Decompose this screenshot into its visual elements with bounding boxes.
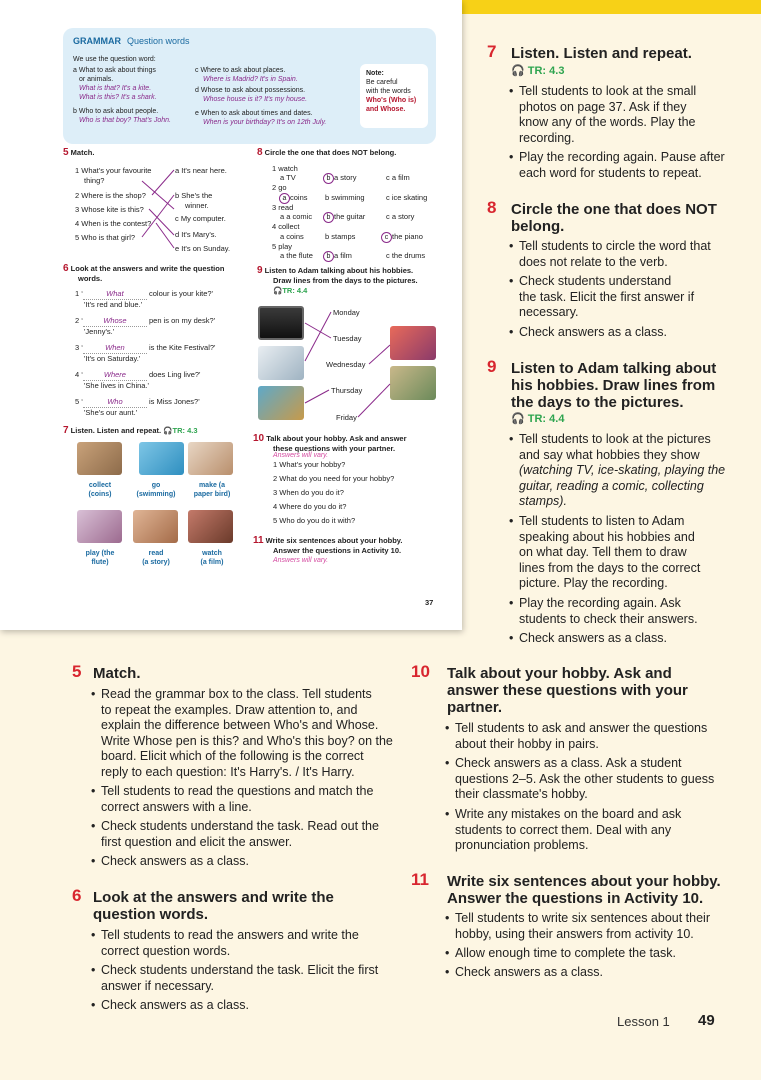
caption-line: flute) bbox=[91, 559, 109, 566]
option-text: the piano bbox=[392, 232, 423, 241]
grammar-example: What is that? It's a kite. bbox=[79, 85, 152, 92]
grammar-rule-c: c Where to ask about places. bbox=[195, 67, 286, 74]
bullet-line: Tell students to look at the pictures bbox=[519, 432, 711, 446]
act5-answer: winner. bbox=[185, 201, 209, 210]
day-label: Friday bbox=[336, 413, 357, 422]
act8-option: b swimming bbox=[325, 193, 365, 202]
bullet-line: to repeat the examples. Draw attention to, and bbox=[101, 702, 358, 717]
act8-item: 2 go bbox=[272, 183, 287, 192]
caption-line: (coins) bbox=[88, 491, 112, 498]
option-text: coins bbox=[290, 193, 308, 202]
act5-question: 1 What's your favourite bbox=[75, 166, 152, 175]
section-5-bullet: • Check students understand the task. Read out the first question and elicit the answer. bbox=[91, 819, 379, 849]
note-text: and Whose. bbox=[366, 106, 406, 113]
act9s-title: Draw lines from the days to the pictures. bbox=[273, 276, 418, 285]
bullet-line: about their hobby in pairs. bbox=[455, 736, 599, 751]
caption-line: paper bird) bbox=[193, 491, 231, 498]
section-11-title: Answer the questions in Activity 10. bbox=[447, 890, 704, 907]
grammar-rule-d: d Whose to ask about possessions. bbox=[195, 87, 306, 94]
bullet-line: guitar, reading a comic, collecting bbox=[519, 478, 704, 493]
bullet-line: Check answers as a class. bbox=[519, 325, 667, 339]
section-5-bullet: • Check answers as a class. bbox=[91, 854, 249, 868]
caption-line: collect bbox=[88, 482, 112, 489]
section-5-number: 5 bbox=[72, 662, 82, 681]
act10-question: 4 Where do you do it? bbox=[273, 502, 347, 511]
grammar-example: Who is that boy? That's John. bbox=[79, 117, 171, 124]
section-6-title: question words. bbox=[93, 906, 209, 923]
act8s-number: 8 bbox=[257, 147, 263, 158]
section-10-bullet: • Write any mistakes on the board and ask students to correct them. Deal with any pronunciation problems. bbox=[445, 807, 682, 852]
act8-option: a the flute bbox=[280, 251, 313, 260]
act8-item: 1 watch bbox=[272, 164, 298, 173]
bullet-line: photos on page 37. Ask if they bbox=[519, 99, 687, 114]
bullet-line: Tell students to read the questions and match the bbox=[101, 784, 374, 798]
circled-letter: b bbox=[323, 173, 334, 184]
act6-item: 2 ‘ Whose pen is on my desk?' bbox=[75, 316, 216, 325]
act10s-title: these questions with your partner. bbox=[273, 444, 396, 453]
caption-line: go bbox=[151, 482, 161, 489]
student-book-page bbox=[0, 0, 462, 630]
bullet-line: Write any mistakes on the board and ask bbox=[455, 807, 682, 821]
bullet-line: know any of the words. Play the bbox=[519, 115, 696, 129]
headphones-icon: 🎧 bbox=[511, 413, 528, 425]
section-11-title: Write six sentences about your hobby. bbox=[447, 873, 721, 890]
bullet-line: Tell students to look at the small bbox=[519, 84, 697, 98]
section-9-bullet: • Tell students to look at the pictures and say what hobbies they show (watching TV, ice-skating, playing the guitar, reading a comic, collecting stamps). bbox=[509, 432, 726, 508]
headphones-icon: 🎧 bbox=[511, 65, 528, 77]
section-10-number: 10 bbox=[411, 662, 430, 681]
grammar-example: Whose house is it? It's my house. bbox=[203, 96, 308, 103]
act5-number: 5 bbox=[63, 147, 69, 158]
day-label: Monday bbox=[333, 308, 360, 317]
act8-option: c a story bbox=[386, 212, 415, 221]
bullet-line: (watching TV, ice-skating, playing the bbox=[519, 463, 726, 477]
headphones-icon: 🎧 bbox=[273, 286, 283, 295]
grammar-title: GRAMMAR bbox=[73, 36, 121, 46]
answer-fill: Who bbox=[83, 397, 147, 408]
act9s-number: 9 bbox=[257, 265, 263, 276]
item-number: 5 bbox=[75, 397, 80, 406]
answer-fill: When bbox=[83, 343, 147, 354]
section-6-title: Look at the answers and write the bbox=[93, 889, 334, 906]
note-text: with the words bbox=[366, 88, 411, 95]
bullet-line: explain the difference between Who's and Whose. bbox=[101, 718, 379, 732]
item-answer: 'It's red and blue.' bbox=[84, 300, 143, 309]
circled-letter: a bbox=[279, 193, 290, 204]
section-9-bullet: • Tell students to listen to Adam speaking about his hobbies and on what day. Tell them to draw lines from the days to the correct picture. Play the recording. bbox=[509, 514, 701, 590]
act10-question: 2 What do you need for your hobby? bbox=[273, 474, 395, 483]
item-number: 4 bbox=[75, 370, 80, 379]
item-question: does Ling live?' bbox=[149, 370, 201, 379]
note-text: Be careful bbox=[366, 79, 398, 86]
grammar-rule-e: e When to ask about times and dates. bbox=[195, 110, 313, 117]
bullet-line: Write Whose pen is this? and Who's this boy? on the bbox=[101, 733, 393, 748]
item-number: 1 bbox=[75, 289, 80, 298]
item-question: pen is on my desk?' bbox=[149, 316, 216, 325]
section-7-title: Listen. Listen and repeat. bbox=[511, 45, 692, 62]
act8s-title: Circle the one that does NOT belong. bbox=[264, 148, 397, 157]
bullet-line: Check answers as a class. bbox=[519, 631, 667, 645]
bullet-line: Check answers as a class. bbox=[101, 998, 249, 1012]
bullet-line: Tell students to circle the word that bbox=[519, 239, 711, 253]
circled-letter: b bbox=[323, 212, 334, 223]
track-label: TR: 4.3 bbox=[527, 65, 565, 77]
section-8-bullet: • Check students understand the task. Elicit the first answer if necessary. bbox=[509, 274, 695, 319]
section-9-title: the days to the pictures. bbox=[511, 394, 684, 411]
section-7-track bbox=[511, 64, 564, 77]
bullet-line: Check students understand the task. Read out the bbox=[101, 819, 379, 833]
section-6-bullet: • Check answers as a class. bbox=[91, 998, 249, 1012]
note-title: Note: bbox=[366, 70, 384, 77]
caption-line: read bbox=[148, 550, 164, 557]
bullet-line: first question and elicit the answer. bbox=[101, 834, 293, 849]
grammar-rule-b: b Who to ask about people. bbox=[73, 108, 159, 115]
section-10-title: Talk about your hobby. Ask and bbox=[447, 665, 672, 682]
item-question: colour is your kite?' bbox=[149, 289, 213, 298]
item-answer: 'She lives in China.' bbox=[84, 381, 149, 390]
section-10-title: partner. bbox=[447, 699, 503, 716]
answers-will-vary: Answers will vary. bbox=[273, 557, 329, 564]
section-6-bullet: • Check students understand the task. Elicit the first answer if necessary. bbox=[91, 963, 379, 993]
act11s-title: Answer the questions in Activity 10. bbox=[273, 546, 402, 555]
answer-fill: Where bbox=[83, 370, 147, 381]
section-8-bullet: • Check answers as a class. bbox=[509, 325, 667, 339]
caption-line: make (a bbox=[198, 482, 226, 489]
section-5-bullet: • Read the grammar box to the class. Tell students to repeat the examples. Draw attention to, and explain the difference between Who's and Whose. Write Whose pen is this? and Who's this boy? on the board. Elicit which of the following is the correct reply to each question: It's Harry's. / It's Harry. bbox=[91, 687, 393, 779]
section-8-number: 8 bbox=[487, 198, 497, 217]
act7s-number: 7 bbox=[63, 425, 69, 436]
option-text: the guitar bbox=[334, 212, 366, 221]
bullet-line: Tell students to read the answers and write the bbox=[101, 928, 359, 942]
bullet-line: pronunciation problems. bbox=[455, 838, 589, 852]
act11s-title: Write six sentences about your hobby. bbox=[265, 536, 403, 545]
option-text: a story bbox=[334, 173, 357, 182]
section-6-bullet: • Tell students to read the answers and write the correct question words. bbox=[91, 928, 359, 958]
section-8-title: Circle the one that does NOT bbox=[511, 201, 717, 218]
grammar-intro: We use the question word: bbox=[73, 56, 156, 63]
act10-question: 3 When do you do it? bbox=[273, 488, 344, 497]
act5-question: 3 Whose kite is this? bbox=[75, 205, 144, 214]
caption-line: watch bbox=[202, 550, 222, 557]
bullet-line: speaking about his hobbies and bbox=[519, 529, 695, 544]
act8-option: a a comic bbox=[280, 212, 313, 221]
bullet-line: on what day. Tell them to draw bbox=[519, 545, 687, 559]
page-number: 49 bbox=[698, 1012, 715, 1029]
circled-letter: c bbox=[381, 232, 392, 243]
section-11-bullet: • Tell students to write six sentences about their hobby, using their answers from activity 10. bbox=[445, 911, 710, 941]
answers-will-vary: Answers will vary. bbox=[273, 452, 329, 459]
act6-item: 3 ‘ When is the Kite Festival?' bbox=[75, 343, 216, 352]
act5-answer: d It's Mary's. bbox=[175, 230, 217, 239]
act5-title: Match. bbox=[70, 148, 95, 157]
act8-option: a TV bbox=[280, 173, 296, 182]
act8-option: b stamps bbox=[325, 232, 356, 241]
bullet-line: stamps). bbox=[519, 494, 567, 508]
item-number: 2 bbox=[75, 316, 80, 325]
section-8-title: belong. bbox=[511, 218, 565, 235]
bullet-line: reply to each question: It's Harry's. / It's Harry. bbox=[101, 764, 355, 779]
caption-line: (swimming) bbox=[136, 491, 176, 498]
answer-fill: Whose bbox=[83, 316, 147, 327]
section-5-title: Match. bbox=[93, 665, 141, 682]
act10s-number: 10 bbox=[253, 433, 265, 444]
student-page-number: 37 bbox=[425, 598, 434, 607]
item-number: 3 bbox=[75, 343, 80, 352]
bullet-line: Tell students to write six sentences about their bbox=[455, 911, 710, 925]
section-9-track bbox=[511, 412, 564, 425]
act11s-heading bbox=[253, 536, 403, 546]
track-label: TR: 4.4 bbox=[527, 413, 565, 425]
section-11-bullet: • Check answers as a class. bbox=[445, 965, 603, 979]
act9s-title: Listen to Adam talking about his hobbies. bbox=[264, 266, 414, 275]
act10s-title: Talk about your hobby. Ask and answer bbox=[266, 434, 407, 443]
track-label: TR: 4.4 bbox=[282, 286, 308, 295]
answer-fill: What bbox=[83, 289, 147, 300]
caption-line: (a story) bbox=[142, 559, 170, 566]
act8-option: c ice skating bbox=[386, 193, 428, 202]
bullet-line: Check answers as a class. Ask a student bbox=[455, 756, 682, 770]
bullet-line: students to check their answers. bbox=[519, 611, 698, 626]
act7s-title: Listen. Listen and repeat. bbox=[70, 426, 162, 435]
act5-answer: b She's the bbox=[175, 191, 213, 200]
section-8-bullet: • Tell students to circle the word that does not relate to the verb. bbox=[509, 239, 711, 269]
grammar-example: What is this? It's a shark. bbox=[79, 94, 157, 101]
act6-item: 1 ‘ What colour is your kite?' bbox=[75, 289, 213, 298]
section-9-number: 9 bbox=[487, 357, 497, 376]
grammar-rule-a: a What to ask about things bbox=[73, 67, 156, 74]
bullet-line: correct answers with a line. bbox=[101, 799, 252, 814]
bullet-line: correct question words. bbox=[101, 943, 231, 958]
bullet-line: Play the recording again. Ask bbox=[519, 596, 681, 610]
bullet-line: Check answers as a class. bbox=[101, 854, 249, 868]
bullet-line: the task. Elicit the first answer if bbox=[519, 289, 695, 304]
act6-number: 6 bbox=[63, 263, 69, 274]
item-question: is Miss Jones?' bbox=[149, 397, 200, 406]
bullet-line: Tell students to listen to Adam bbox=[519, 514, 685, 528]
act10s-heading bbox=[253, 434, 407, 444]
item-answer: 'Jenny's.' bbox=[84, 327, 115, 336]
bullet-line: Tell students to ask and answer the questions bbox=[455, 721, 708, 735]
act5-question: thing? bbox=[84, 176, 105, 185]
grammar-subtitle: Question words bbox=[127, 36, 190, 46]
headphones-icon: 🎧 bbox=[163, 426, 173, 435]
section-10-bullet: • Check answers as a class. Ask a student questions 2–5. Ask the other students to guess their classmate's hobby. bbox=[445, 756, 715, 801]
grammar-example: Where is Madrid? It's in Spain. bbox=[203, 76, 298, 83]
bullet-line: Check answers as a class. bbox=[455, 965, 603, 979]
bullet-line: Play the recording again. Pause after bbox=[519, 150, 725, 164]
day-label: Tuesday bbox=[333, 334, 362, 343]
track-label: TR: 4.3 bbox=[172, 426, 198, 435]
act5-answer: e It's on Sunday. bbox=[175, 244, 231, 253]
act8-item: 4 collect bbox=[272, 222, 300, 231]
day-label: Wednesday bbox=[326, 360, 366, 369]
act10-question: 1 What's your hobby? bbox=[273, 460, 346, 469]
act11s-number: 11 bbox=[253, 535, 264, 546]
caption-line: play (the bbox=[85, 550, 115, 557]
act6-item: 5 ‘ Who is Miss Jones?' bbox=[75, 397, 200, 406]
act8-option: c a film bbox=[386, 173, 410, 182]
section-7-bullet: • Play the recording again. Pause after each word for students to repeat. bbox=[509, 150, 725, 180]
day-label: Thursday bbox=[331, 386, 363, 395]
bullet-line: does not relate to the verb. bbox=[519, 254, 668, 269]
bullet-line: Read the grammar box to the class. Tell students bbox=[101, 687, 372, 701]
section-7-bullet: • Tell students to look at the small photos on page 37. Ask if they know any of the words. Play the recording. bbox=[509, 84, 697, 145]
section-10-title: answer these questions with your bbox=[447, 682, 688, 699]
bullet-line: each word for students to repeat. bbox=[519, 165, 702, 180]
bullet-line: answer if necessary. bbox=[101, 978, 215, 993]
section-11-bullet: • Allow enough time to complete the task. bbox=[445, 946, 676, 960]
section-11-number: 11 bbox=[411, 870, 429, 889]
grammar-rule-a-cont: or animals. bbox=[79, 76, 114, 83]
section-9-bullet: • Play the recording again. Ask students to check their answers. bbox=[509, 596, 698, 626]
bullet-line: and say what hobbies they show bbox=[519, 447, 700, 462]
bullet-line: Allow enough time to complete the task. bbox=[455, 946, 676, 960]
act8-item: 3 read bbox=[272, 203, 294, 212]
section-9-title: Listen to Adam talking about bbox=[511, 360, 717, 377]
bullet-line: Check students understand the task. Elicit the first bbox=[101, 963, 379, 977]
item-question: is the Kite Festival?' bbox=[149, 343, 216, 352]
bullet-line: necessary. bbox=[519, 305, 579, 319]
act6-title: words. bbox=[78, 274, 103, 283]
bullet-line: board. Elicit which of the following is the correct bbox=[101, 749, 364, 763]
bullet-line: their classmate's hobby. bbox=[455, 787, 588, 801]
act5-question: 4 When is the contest? bbox=[75, 219, 152, 228]
act8-option: c the drums bbox=[386, 251, 426, 260]
caption-line: (a film) bbox=[200, 559, 224, 566]
bullet-line: hobby, using their answers from activity 10. bbox=[455, 926, 694, 941]
act6-title: Look at the answers and write the question bbox=[70, 264, 225, 273]
section-6-number: 6 bbox=[72, 886, 82, 905]
bullet-line: lines from the days to the correct bbox=[519, 560, 701, 575]
act5-answer: a It's near here. bbox=[175, 166, 227, 175]
section-9-bullet: • Check answers as a class. bbox=[509, 631, 667, 645]
option-text: a film bbox=[334, 251, 352, 260]
circled-letter: b bbox=[323, 251, 334, 262]
section-7-number: 7 bbox=[487, 42, 497, 61]
bullet-line: questions 2–5. Ask the other students to guess bbox=[455, 771, 715, 786]
act8-item: 5 play bbox=[272, 242, 293, 251]
bullet-line: students to correct them. Deal with any bbox=[455, 822, 672, 837]
act8-option: a coins bbox=[280, 232, 304, 241]
section-9-title: his hobbies. Draw lines from bbox=[511, 377, 716, 394]
lesson-label: Lesson 1 bbox=[617, 1014, 670, 1029]
grammar-example: When is your birthday? It's on 12th July. bbox=[203, 119, 327, 126]
act5-question: 2 Where is the shop? bbox=[75, 191, 146, 200]
section-5-bullet: • Tell students to read the questions and match the correct answers with a line. bbox=[91, 784, 374, 814]
act6-item: 4 ‘ Where does Ling live?' bbox=[75, 370, 201, 379]
act5-answer: c My computer. bbox=[175, 214, 226, 223]
act10-question: 5 Who do you do it with? bbox=[273, 516, 356, 525]
act5-question: 5 Who is that girl? bbox=[75, 233, 136, 242]
bullet-line: Check students understand bbox=[519, 274, 672, 288]
item-answer: 'It's on Saturday.' bbox=[84, 354, 141, 363]
note-text: Who's (Who is) bbox=[366, 97, 417, 104]
section-10-bullet: • Tell students to ask and answer the questions about their hobby in pairs. bbox=[445, 721, 708, 751]
bullet-line: recording. bbox=[519, 130, 575, 145]
item-answer: 'She's our aunt.' bbox=[84, 408, 138, 417]
bullet-line: picture. Play the recording. bbox=[519, 576, 668, 590]
